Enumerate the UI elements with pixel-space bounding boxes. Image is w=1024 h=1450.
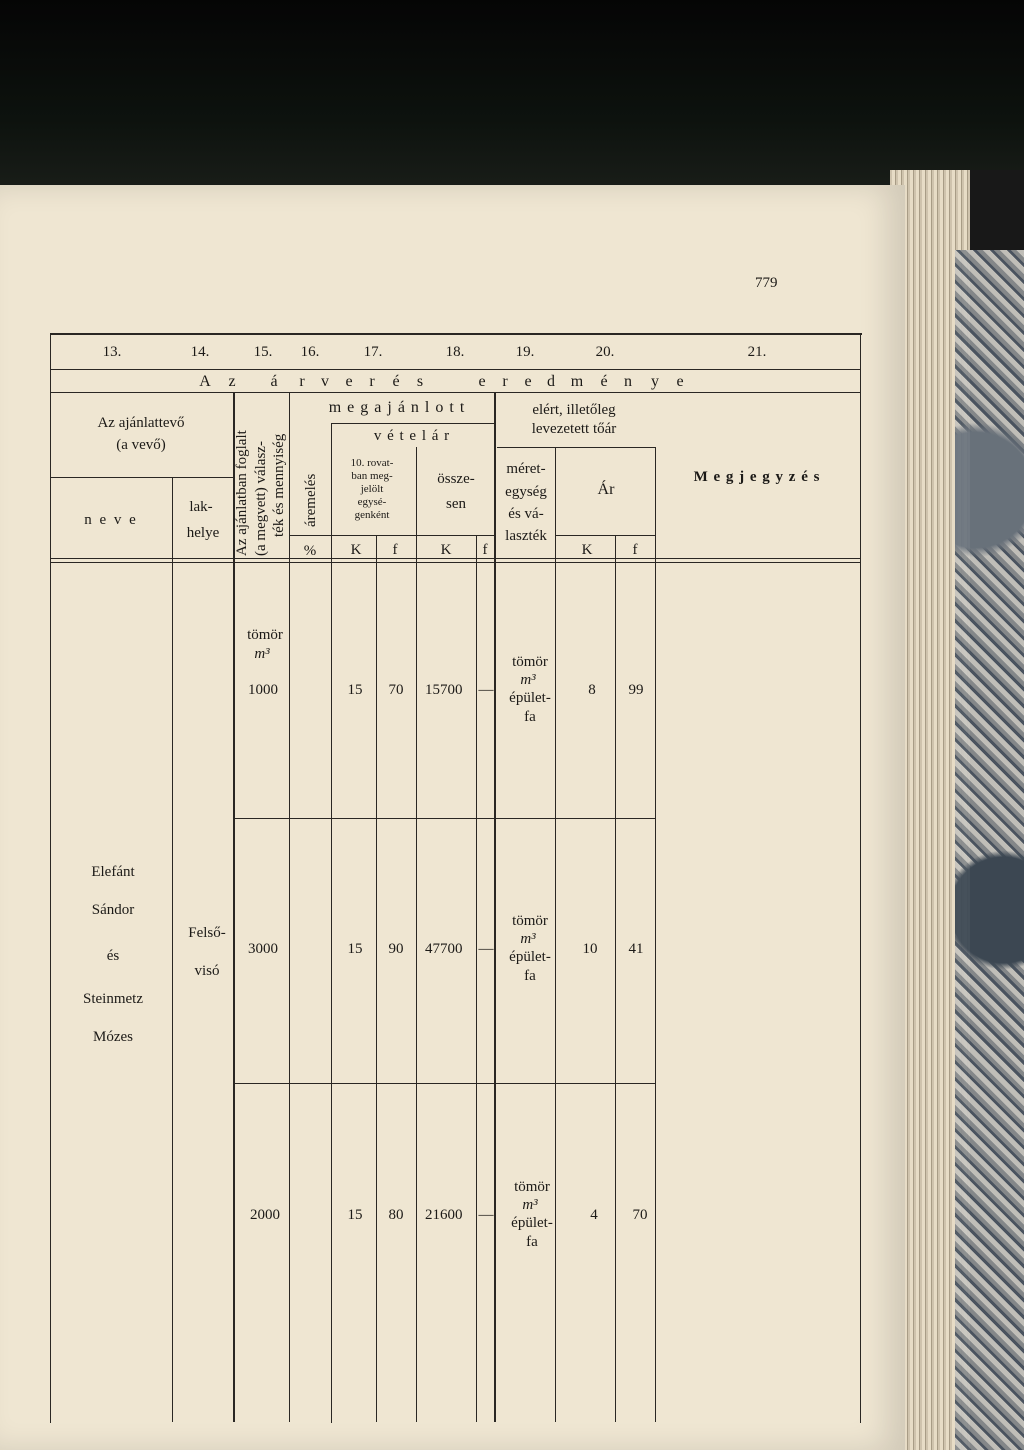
title-letter: n: [624, 373, 632, 390]
buyer-name-1: Elefánt: [91, 864, 135, 880]
title-letter: á: [270, 373, 278, 390]
header-purchase-price: v é t e l á r: [373, 428, 451, 444]
header-unitprice-5: genként: [354, 509, 390, 521]
row1-quantity: 1000: [248, 682, 278, 698]
row3-price-f: 70: [632, 1207, 648, 1223]
header-unitprice-2: ban meg-: [351, 470, 393, 482]
row1-quantity-unit-1: tömör: [247, 627, 283, 643]
row3-unit-2: m³: [522, 1197, 538, 1213]
header-unit-1: méret-: [506, 461, 546, 477]
header-bidder: Az ajánlattevő: [97, 415, 185, 431]
row1-price-f: 99: [628, 682, 644, 698]
row3-unit-1: tömör: [514, 1179, 550, 1195]
col-number-13: 13.: [102, 344, 122, 360]
row1-unit-3: épület-: [509, 690, 551, 706]
header-achieved-2: levezetett tőár: [531, 421, 617, 437]
col-number-15: 15.: [253, 344, 273, 360]
row1-total-f: —: [478, 682, 494, 698]
vrule-unitprice-kf: [376, 535, 377, 1422]
row2-total-K: 47700: [425, 941, 463, 957]
rule-achieved: [497, 447, 655, 448]
title-letter: e: [478, 373, 486, 390]
buyer-residence-1: Felső-: [188, 925, 226, 941]
top-rule: [50, 333, 862, 335]
vrule-left: [50, 333, 51, 1423]
col-number-17: 17.: [363, 344, 383, 360]
row1-total-K: 15700: [425, 682, 463, 698]
buyer-name-2: Sándor: [91, 902, 135, 918]
vrule-total-kf: [476, 535, 477, 1422]
col-number-16: 16.: [300, 344, 320, 360]
buyer-residence-2: visó: [194, 963, 220, 979]
col-number-21: 21.: [747, 344, 767, 360]
book-cover: [955, 250, 1024, 1450]
vrule-right: [860, 333, 861, 1423]
row2-total-f: —: [478, 941, 494, 957]
row3-increase: 15: [347, 1207, 363, 1223]
row1-increase: 15: [347, 682, 363, 698]
header-name: n e v e: [84, 512, 138, 528]
title-letter: é: [392, 373, 400, 390]
vrule-name: [172, 477, 173, 1422]
row1-quantity-unit-2: m³: [254, 646, 270, 662]
rule-under-numbers: [50, 369, 860, 370]
header-offered: m e g a j á n l o t t: [328, 399, 466, 416]
col-number-20: 20.: [595, 344, 615, 360]
header-total-K: K: [440, 542, 452, 558]
row2-unitprice-f: 90: [388, 941, 404, 957]
row2-increase: 15: [347, 941, 363, 957]
header-percent: %: [303, 543, 317, 559]
vrule-quantity: [289, 392, 290, 1422]
header-total: össze-: [437, 471, 475, 487]
header-unitprice-4: egysé-: [357, 496, 387, 508]
row2-price-f: 41: [628, 941, 644, 957]
row3-total-f: —: [478, 1207, 494, 1223]
dark-corner: [965, 170, 1024, 260]
header-achieved: elért, illetőleg: [532, 402, 616, 418]
title-letter: A: [199, 373, 211, 390]
vrule-price-kf: [615, 535, 616, 1422]
rule-row-2: [235, 1083, 655, 1084]
title-letter: d: [547, 373, 555, 390]
header-unit-2: egység: [505, 484, 547, 500]
page-number: 779: [755, 275, 778, 291]
title-letter: r: [369, 373, 375, 390]
vrule-price: [655, 447, 656, 1422]
row1-unit-1: tömör: [512, 654, 548, 670]
rule-offered: [331, 423, 494, 424]
vrule-increase: [331, 423, 332, 1423]
title-letter: v: [321, 373, 329, 390]
header-quantity-3: ték és mennyiség: [271, 433, 287, 537]
row1-unit-4: fa: [524, 709, 536, 725]
title-letter: e: [676, 373, 684, 390]
row3-quantity: 2000: [250, 1207, 280, 1223]
header-unit-3: és vá-: [508, 506, 544, 522]
rule-row-1: [235, 818, 655, 819]
rule-units-left: [289, 535, 494, 536]
title-letter: r: [299, 373, 305, 390]
col-number-18: 18.: [445, 344, 465, 360]
rule-bidder: [50, 477, 235, 478]
row3-unit-3: épület-: [511, 1215, 553, 1231]
row1-price-K: 8: [588, 682, 596, 698]
header-price-K: K: [581, 542, 593, 558]
header-price: Ár: [597, 481, 615, 498]
row3-unit-4: fa: [526, 1234, 538, 1250]
title-letter: e: [345, 373, 353, 390]
header-remarks: M e g j e g y z é s: [693, 469, 821, 485]
row3-total-K: 21600: [425, 1207, 463, 1223]
title-letter: m: [570, 373, 584, 390]
row3-unitprice-f: 80: [388, 1207, 404, 1223]
header-increase: áremelés: [303, 473, 319, 527]
rule-under-title: [50, 392, 860, 393]
header-unitprice-K: K: [350, 542, 362, 558]
header-total-2: sen: [446, 496, 466, 512]
title-letter: s: [416, 373, 424, 390]
header-price-f: f: [632, 542, 638, 558]
header-quantity-2: (a megvett) válasz-: [253, 441, 269, 556]
row2-unit-1: tömör: [512, 913, 548, 929]
buyer-name-4: Steinmetz: [83, 991, 143, 1007]
header-bidder-sub: (a vevő): [116, 437, 166, 453]
vrule-unit: [555, 447, 556, 1422]
row2-unit-3: épület-: [509, 949, 551, 965]
title-letter: y: [651, 373, 659, 390]
dark-background: [0, 0, 1024, 200]
header-unitprice-1: 10. rovat-: [350, 457, 394, 469]
row2-unit-2: m³: [520, 931, 536, 947]
header-unitprice-f: f: [392, 542, 398, 558]
col-number-19: 19.: [515, 344, 535, 360]
vrule-unitprice: [416, 447, 417, 1422]
title-letter: e: [524, 373, 532, 390]
header-unitprice-3: jelölt: [360, 483, 384, 495]
header-residence-2: helye: [186, 525, 220, 541]
title-letter: z: [228, 373, 236, 390]
rule-units-right: [555, 535, 655, 536]
buyer-name-3: és: [106, 948, 120, 964]
header-total-f: f: [482, 542, 488, 558]
col-number-14: 14.: [190, 344, 210, 360]
ledger-page: [0, 185, 905, 1450]
row1-unit-2: m³: [520, 672, 536, 688]
vrule-total: [494, 392, 496, 1422]
row2-quantity: 3000: [248, 941, 278, 957]
row2-price-K: 10: [582, 941, 598, 957]
title-letter: é: [600, 373, 608, 390]
row1-unitprice-f: 70: [388, 682, 404, 698]
header-residence: lak-: [189, 499, 213, 515]
header-quantity-1: Az ajánlatban foglalt: [234, 430, 250, 556]
buyer-name-5: Mózes: [93, 1029, 133, 1045]
header-unit-4: laszték: [505, 528, 547, 544]
row3-price-K: 4: [590, 1207, 598, 1223]
title-letter: r: [502, 373, 508, 390]
row2-unit-4: fa: [524, 968, 536, 984]
